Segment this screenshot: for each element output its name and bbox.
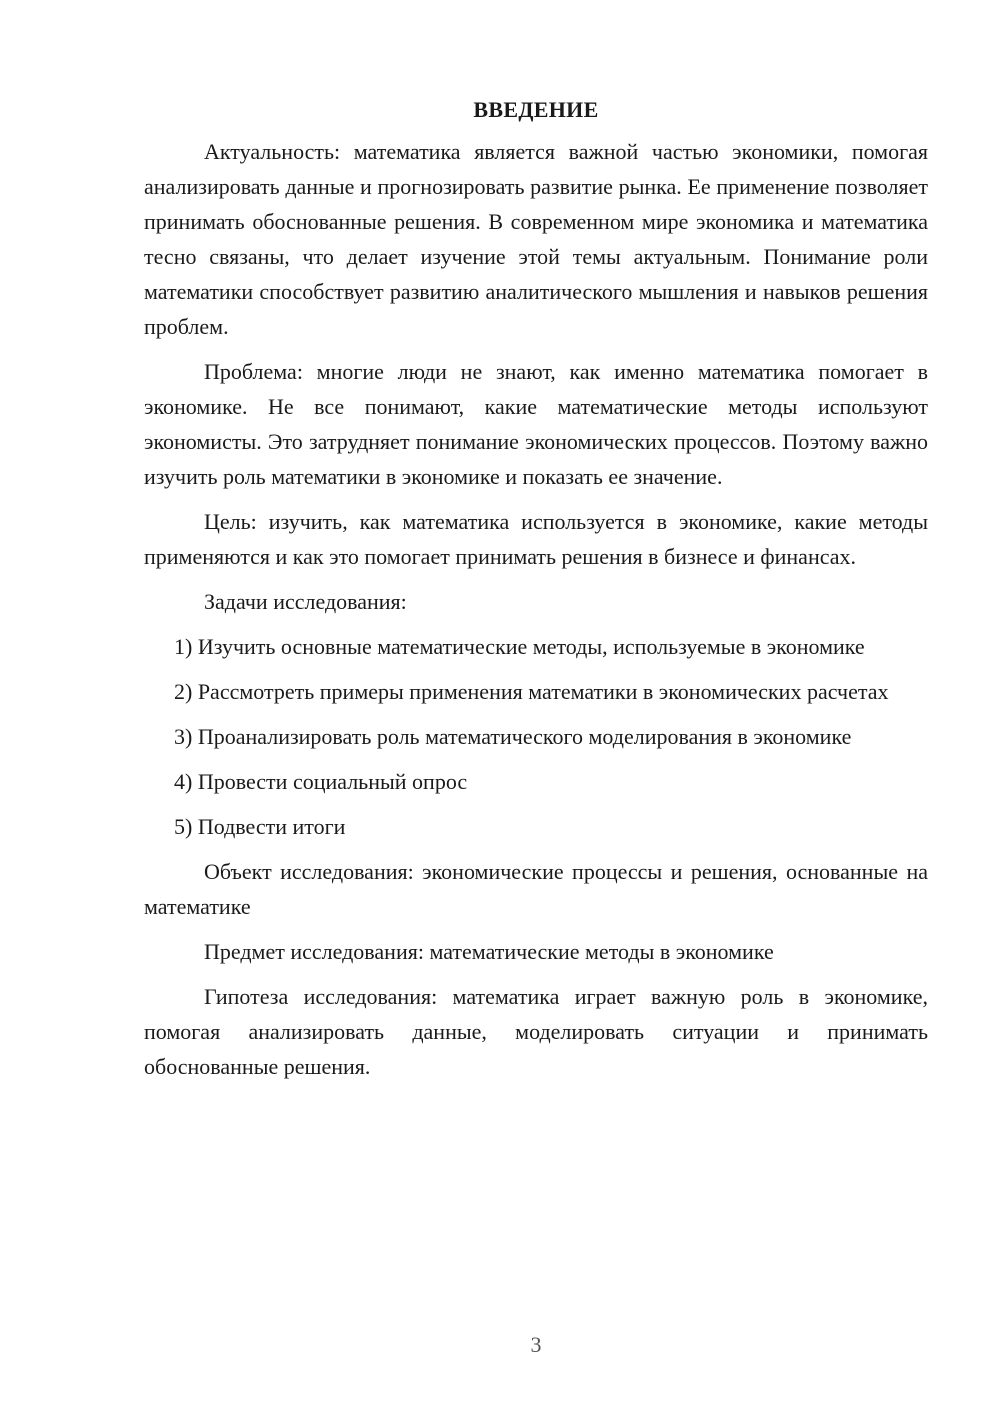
relevance-paragraph: Актуальность: математика является важной частью экономики, помогая анализировать данные и прогнозировать развитие рынка. Ее применение позволяет принимать обоснованные решения. В современном мире экономика и математика тесно связаны, что делает изучение этой темы актуальным. Понимание роли математики способствует развитию аналитического мышления и навыков решения проблем.	[144, 139, 928, 339]
task-item: 1) Изучить основные математические методы, используемые в экономике	[174, 634, 865, 659]
task-item: 4) Провести социальный опрос	[174, 769, 468, 794]
object-paragraph: Объект исследования: экономические процессы и решения, основанные на математике	[144, 859, 928, 919]
problem-paragraph: Проблема: многие люди не знают, как именно математика помогает в экономике. Не все понимают, какие математические методы используют экономисты. Это затрудняет понимание экономических процессов. Поэтому важно изучить роль математики в экономике и показать ее значение.	[144, 359, 928, 489]
task-item: 3) Проанализировать роль математического моделирования в экономике	[174, 724, 852, 749]
page-number: 3	[530, 1332, 542, 1357]
task-item: 2) Рассмотреть примеры применения математики в экономических расчетах	[174, 679, 889, 704]
task-item: 5) Подвести итоги	[174, 814, 346, 839]
hypothesis-paragraph: Гипотеза исследования: математика играет важную роль в экономике, помогая анализировать данные, моделировать ситуации и принимать обоснованные решения.	[144, 984, 928, 1079]
document-page	[144, 92, 928, 1094]
page-title: ВВЕДЕНИЕ	[473, 97, 599, 122]
goal-paragraph: Цель: изучить, как математика используется в экономике, какие методы применяются и как это помогает принимать решения в бизнесе и финансах.	[144, 509, 928, 569]
subject-paragraph: Предмет исследования: математические методы в экономике	[204, 939, 774, 964]
tasks-heading: Задачи исследования:	[204, 589, 407, 614]
